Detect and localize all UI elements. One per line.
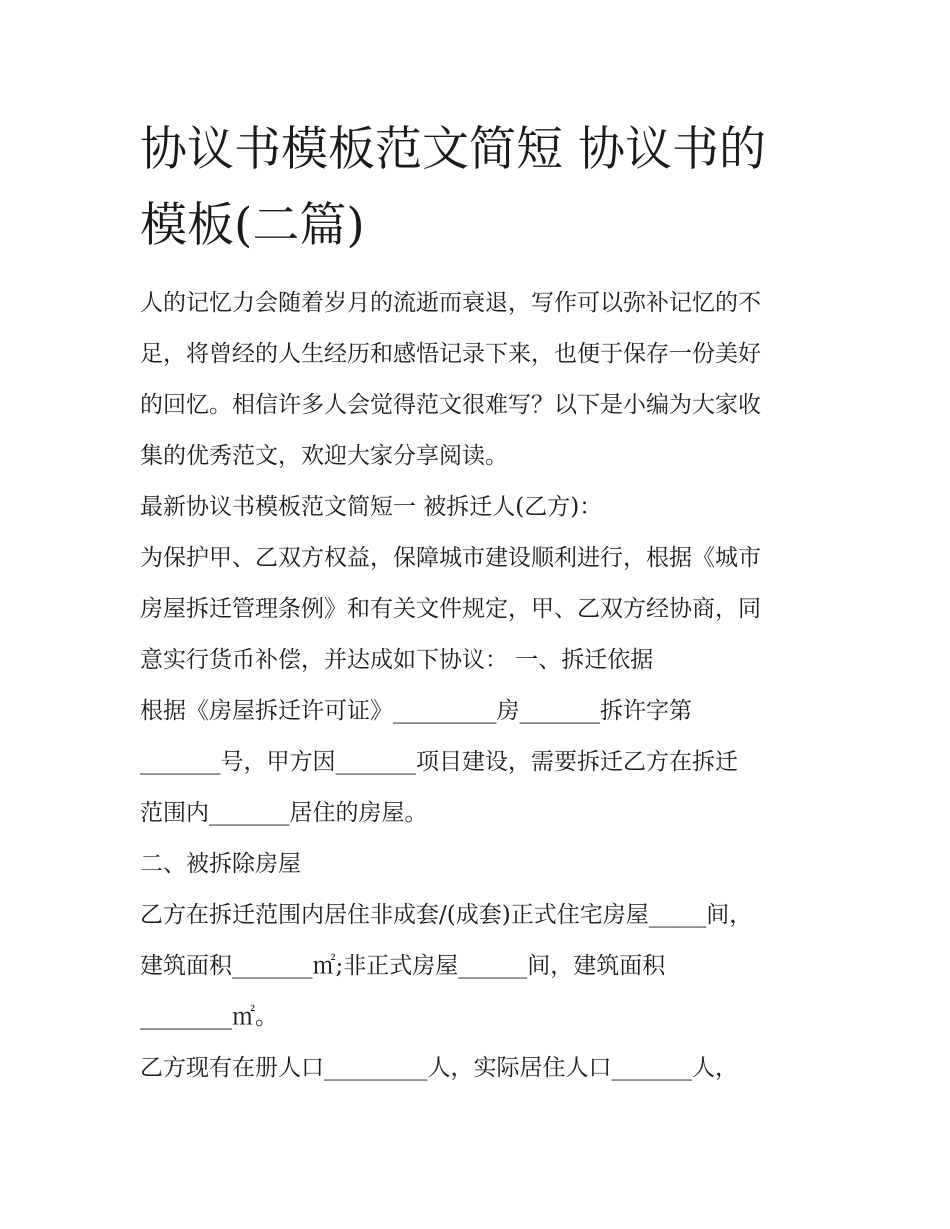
paragraph-line: 建筑面积_______㎡;非正式房屋______间，建筑面积 (140, 953, 666, 979)
title-line: 模板(二篇) (140, 198, 365, 253)
paragraph-line: 为保护甲、乙双方权益，保障城市建设顺利进行，根据《城市 (140, 545, 761, 571)
paragraph-line: 房屋拆迁管理条例》和有关文件规定，甲、乙双方经协商，同 (140, 596, 761, 622)
intro-line: 的回忆。相信许多人会觉得范文很难写？以下是小编为大家收 (140, 392, 761, 418)
intro-line: 足，将曾经的人生经历和感悟记录下来，也便于保存一份美好 (140, 341, 761, 367)
paragraph-line: 根据《房屋拆迁许可证》_________房_______拆许字第 (140, 698, 692, 724)
document-title (140, 112, 820, 264)
paragraph-line: 乙方在拆迁范围内居住非成套/(成套)正式住宅房屋_____间， (140, 902, 753, 928)
section-heading: 最新协议书模板范文简短一 被拆迁人(乙方)： (140, 494, 603, 520)
title-line: 协议书模板范文简短 协议书的 (140, 122, 766, 177)
paragraph-line: 意实行货币补偿，并达成如下协议： 一、拆迁依据 (140, 647, 654, 673)
paragraph-line: _______号，甲方因_______项目建设，需要拆迁乙方在拆迁 (140, 749, 738, 775)
paragraph-line: 范围内_______居住的房屋。 (140, 800, 428, 826)
intro-line: 集的优秀范文，欢迎大家分享阅读。 (140, 443, 508, 469)
section-heading: 二、被拆除房屋 (140, 851, 301, 877)
paragraph-line: 乙方现有在册人口_________人，实际居住人口_______人， (140, 1055, 738, 1081)
intro-line: 人的记忆力会随着岁月的流逝而衰退，写作可以弥补记忆的不 (140, 290, 761, 316)
paragraph-line: ________㎡。 (140, 1004, 278, 1030)
document-body (140, 278, 820, 1094)
